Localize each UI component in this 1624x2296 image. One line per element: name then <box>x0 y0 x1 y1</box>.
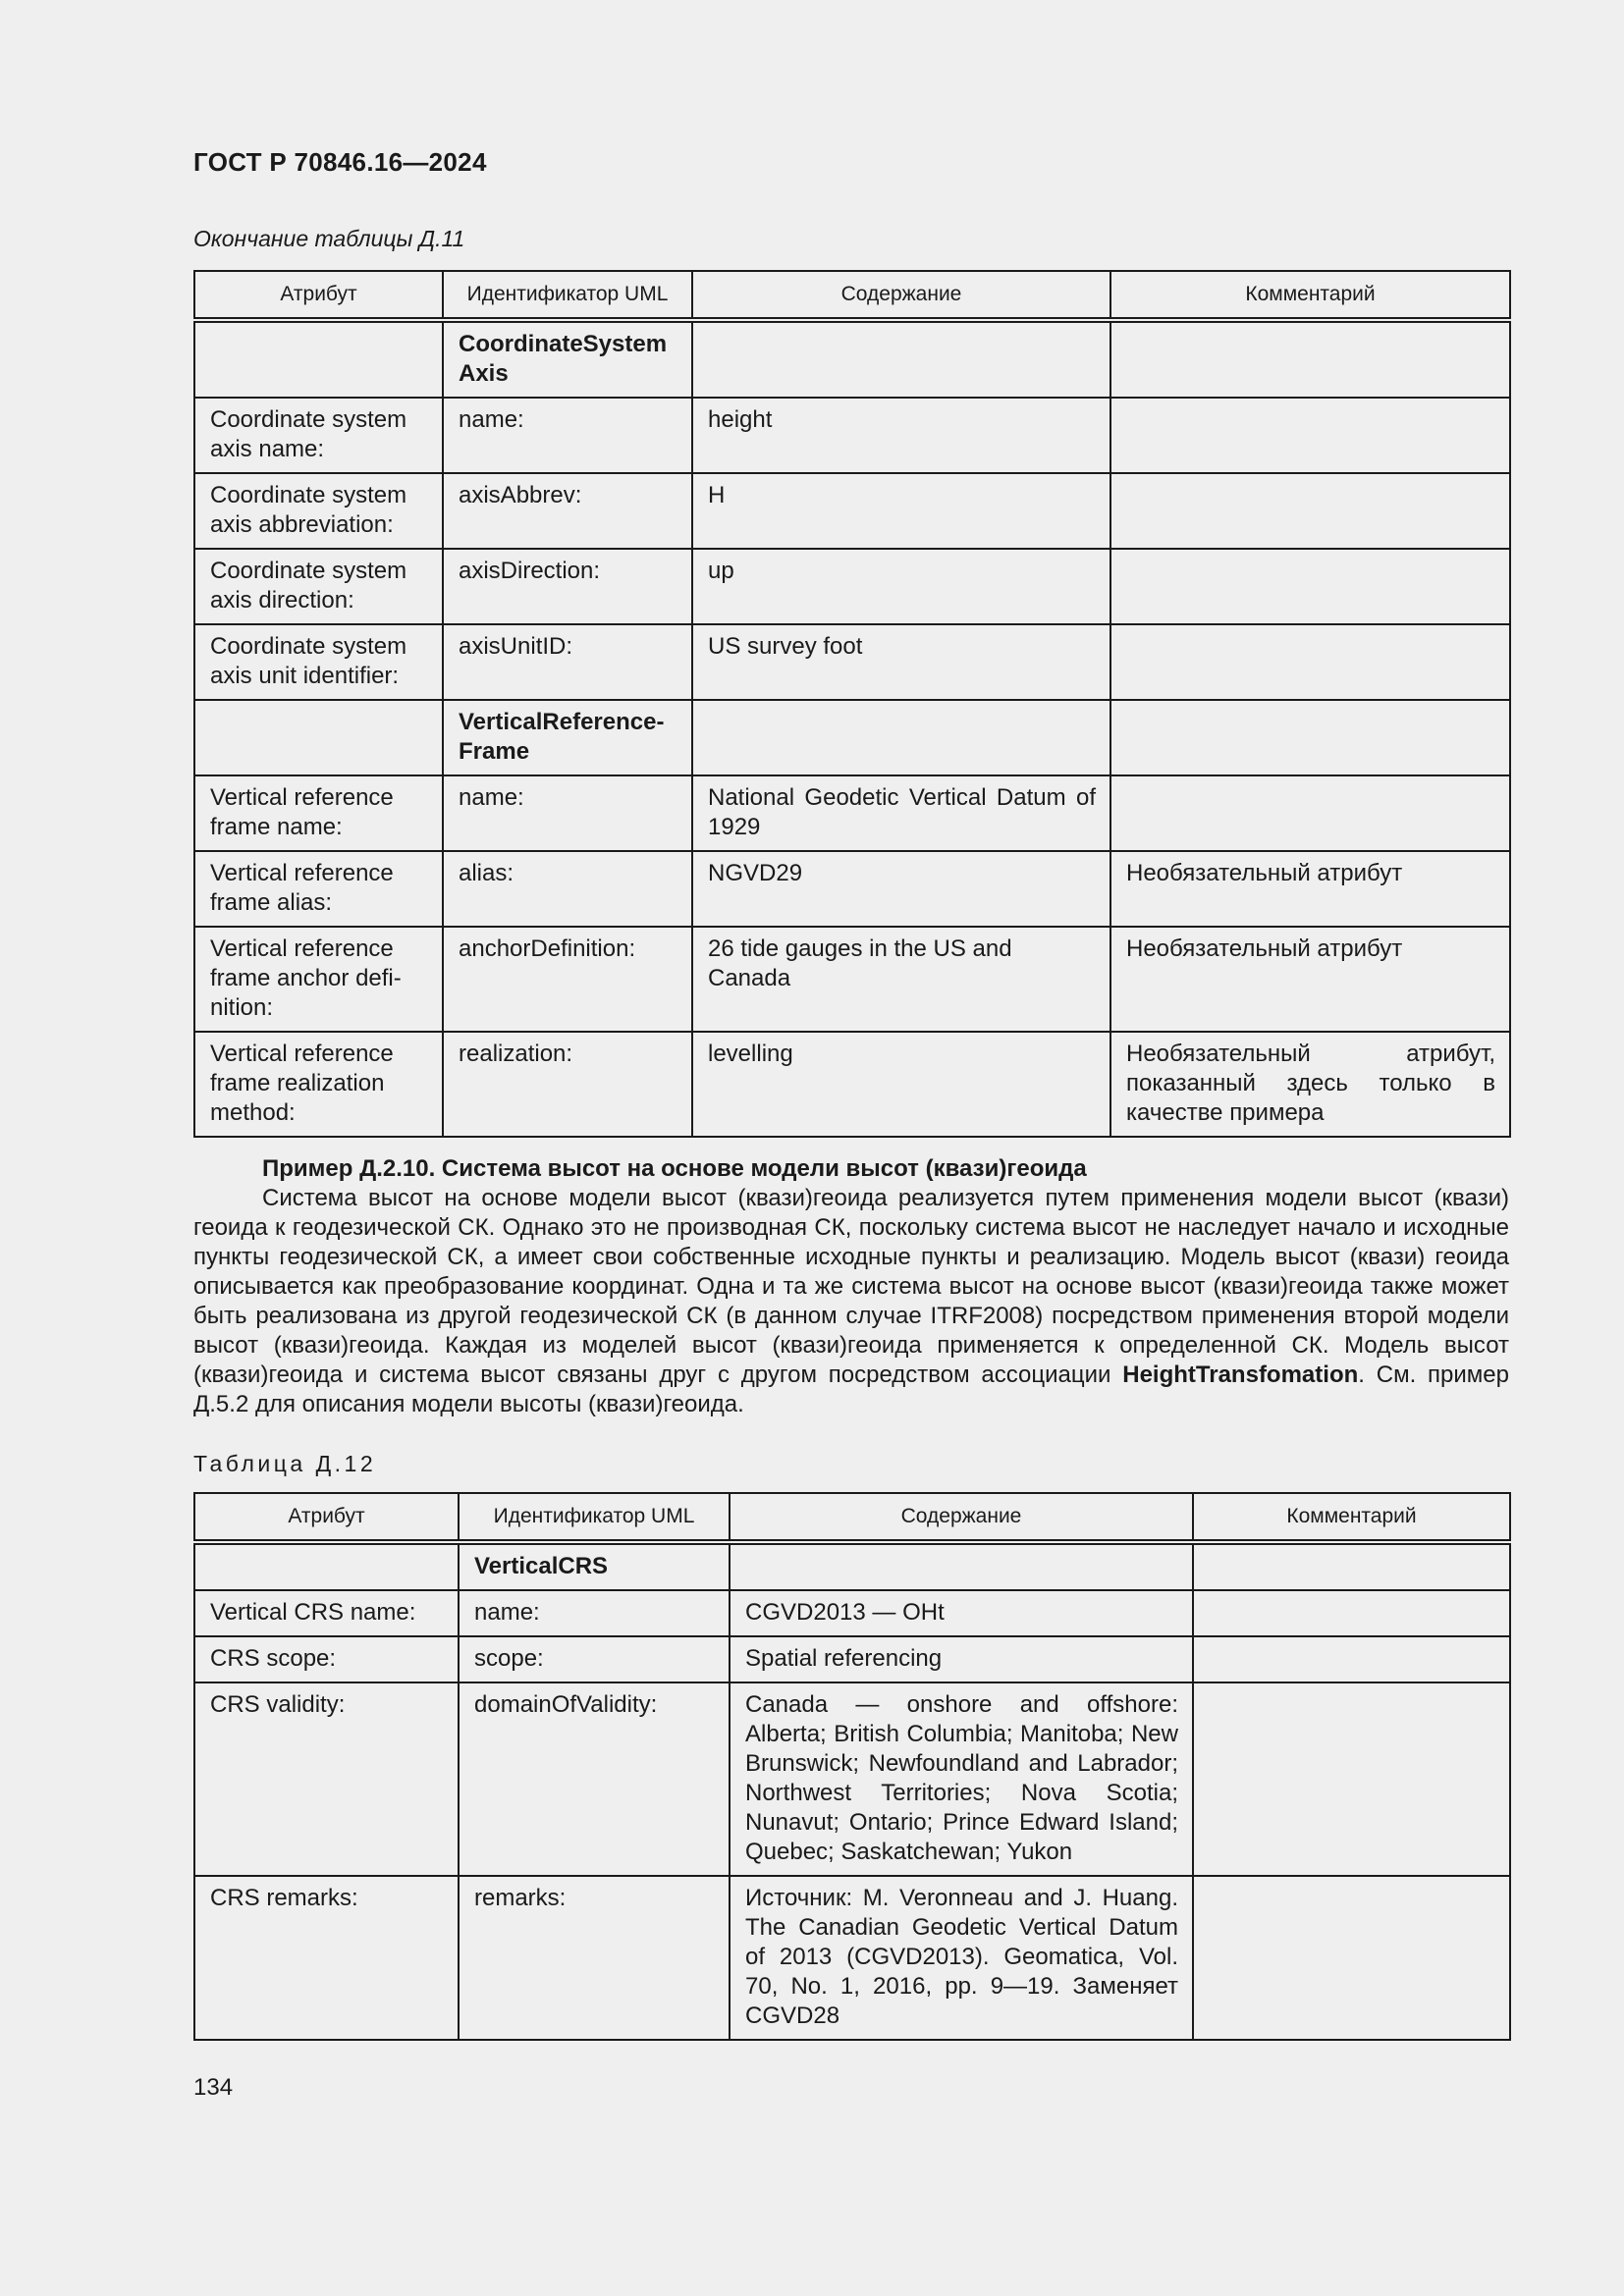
cell-uml-identifier: name: <box>459 1590 730 1636</box>
cell-attribute: Vertical CRS name: <box>194 1590 459 1636</box>
cell-content: US survey foot <box>692 624 1110 700</box>
cell-content: CGVD2013 — OHt <box>730 1590 1193 1636</box>
cell-comment: Необязательный атрибут <box>1110 851 1510 927</box>
cell-comment <box>1110 700 1510 775</box>
cell-attribute: Vertical reference frame realization method: <box>194 1032 443 1137</box>
cell-comment <box>1110 549 1510 624</box>
cell-content: levelling <box>692 1032 1110 1137</box>
table-continuation-caption: Окончание таблицы Д.11 <box>193 226 465 251</box>
cell-attribute: Coordinate system axis abbreviation: <box>194 473 443 549</box>
vertical-crs-table <box>193 1492 1511 2041</box>
cell-comment <box>1193 1636 1510 1682</box>
cell-comment <box>1193 1682 1510 1876</box>
table-row <box>194 1032 1510 1137</box>
cell-attribute: CRS validity: <box>194 1682 459 1876</box>
cell-content: NGVD29 <box>692 851 1110 927</box>
table-header-row <box>194 271 1510 320</box>
cell-comment <box>1193 1876 1510 2040</box>
cell-attribute: Coordinate system axis direction: <box>194 549 443 624</box>
cell-uml-identifier: remarks: <box>459 1876 730 2040</box>
cell-comment <box>1110 775 1510 851</box>
cell-content: H <box>692 473 1110 549</box>
cell-attribute: Coordinate system axis unit identifier: <box>194 624 443 700</box>
cell-uml-identifier: axisAbbrev: <box>443 473 692 549</box>
cell-uml-identifier: anchorDefinition: <box>443 927 692 1032</box>
cell-uml-class: CoordinateSystemAxis <box>443 320 692 398</box>
table-header-row <box>194 1493 1510 1542</box>
cell-uml-identifier: alias: <box>443 851 692 927</box>
cell-comment <box>1110 624 1510 700</box>
coordinate-system-table <box>193 270 1511 1138</box>
table-row <box>194 398 1510 473</box>
cell-attribute <box>194 700 443 775</box>
table-caption: Таблица Д.12 <box>193 1451 377 1476</box>
cell-attribute: CRS scope: <box>194 1636 459 1682</box>
cell-content: Canada — onshore and offshore: Alberta; British Columbia; Manitoba; New Brunswick; Newfoundland and Labrador; Northwest Territories; Nova Scotia; Nunavut; Ontario; Prince Edward Island; Quebec; Saskatchewan; Yukon <box>730 1682 1193 1876</box>
example-body-text: Система высот на основе модели высот (квази)геоида реализуется путем применения модели высот (квази) геоида к геодезической СК. Однако это не производная СК, поскольку система высот не наследует начало и исходные пункты геодезической СК, а имеет свои собственные исходные пункты и реализацию. Модель высот (квази) геоида описывается как преобразование координат. Одна и та же система высот на основе высот (квази)геоида также может быть реализована из другой геодезической СК (в данном случае ITRF2008) посредством применения второй модели высот (квази)геоида. Каждая из моделей высот (квази)геоида применяется к определенной СК. Модель высот (квази)геоида и система высот связаны друг с другом посредством ассоциации <box>193 1185 1509 1388</box>
cell-content: Spatial referencing <box>730 1636 1193 1682</box>
column-header-uml-identifier: Идентификатор UML <box>459 1493 730 1542</box>
cell-content <box>692 700 1110 775</box>
document-code-header: ГОСТ Р 70846.16—2024 <box>193 147 487 177</box>
cell-comment <box>1110 320 1510 398</box>
column-header-content: Содержание <box>692 271 1110 320</box>
cell-comment <box>1110 398 1510 473</box>
cell-attribute: Vertical reference frame anchor defi-nition: <box>194 927 443 1032</box>
example-body-text-end: . См. пример Д.5.2 для описания модели высоты (квази)геоида. <box>193 1362 1510 1417</box>
cell-attribute <box>194 1542 459 1590</box>
cell-content: 26 tide gauges in the US and Canada <box>692 927 1110 1032</box>
column-header-attribute: Атрибут <box>194 271 443 320</box>
cell-attribute: Coordinate system axis name: <box>194 398 443 473</box>
column-header-comment: Комментарий <box>1110 271 1510 320</box>
cell-comment <box>1193 1542 1510 1590</box>
table-row <box>194 320 1510 398</box>
cell-uml-class: VerticalReference-Frame <box>443 700 692 775</box>
cell-uml-identifier: axisUnitID: <box>443 624 692 700</box>
cell-content: National Geodetic Vertical Datum of 1929 <box>692 775 1110 851</box>
table-row <box>194 700 1510 775</box>
table-row <box>194 775 1510 851</box>
table-row <box>194 1636 1510 1682</box>
cell-content: Источник: M. Veronneau and J. Huang. The Canadian Geodetic Vertical Datum of 2013 (CGVD2013). Geomatica, Vol. 70, No. 1, 2016, pp. 9—19. Заменяет CGVD28 <box>730 1876 1193 2040</box>
cell-uml-identifier: name: <box>443 775 692 851</box>
table-row <box>194 473 1510 549</box>
cell-comment: Необязательный атрибут <box>1110 927 1510 1032</box>
cell-comment <box>1110 473 1510 549</box>
cell-uml-identifier: realization: <box>443 1032 692 1137</box>
example-paragraph <box>193 1154 1509 1419</box>
cell-content <box>730 1542 1193 1590</box>
cell-content: height <box>692 398 1110 473</box>
cell-comment <box>1193 1590 1510 1636</box>
table-row <box>194 927 1510 1032</box>
cell-attribute: CRS remarks: <box>194 1876 459 2040</box>
table-row <box>194 1876 1510 2040</box>
column-header-attribute: Атрибут <box>194 1493 459 1542</box>
column-header-content: Содержание <box>730 1493 1193 1542</box>
cell-uml-identifier: scope: <box>459 1636 730 1682</box>
bold-term: HeightTransfomation <box>1122 1362 1359 1388</box>
cell-comment: Необязательный атрибут, показанный здесь только в качестве примера <box>1110 1032 1510 1137</box>
cell-attribute: Vertical reference frame name: <box>194 775 443 851</box>
cell-uml-class: VerticalCRS <box>459 1542 730 1590</box>
example-heading: Пример Д.2.10. Система высот на основе модели высот (квази)геоида <box>262 1155 1087 1182</box>
table-row <box>194 1542 1510 1590</box>
cell-content: up <box>692 549 1110 624</box>
table-row <box>194 1682 1510 1876</box>
table-row <box>194 624 1510 700</box>
table-row <box>194 1590 1510 1636</box>
table-row <box>194 549 1510 624</box>
page-number: 134 <box>193 2074 234 2101</box>
cell-content <box>692 320 1110 398</box>
cell-attribute <box>194 320 443 398</box>
cell-attribute: Vertical reference frame alias: <box>194 851 443 927</box>
cell-uml-identifier: domainOfValidity: <box>459 1682 730 1876</box>
column-header-comment: Комментарий <box>1193 1493 1510 1542</box>
column-header-uml-identifier: Идентификатор UML <box>443 271 692 320</box>
table-row <box>194 851 1510 927</box>
cell-uml-identifier: axisDirection: <box>443 549 692 624</box>
cell-uml-identifier: name: <box>443 398 692 473</box>
